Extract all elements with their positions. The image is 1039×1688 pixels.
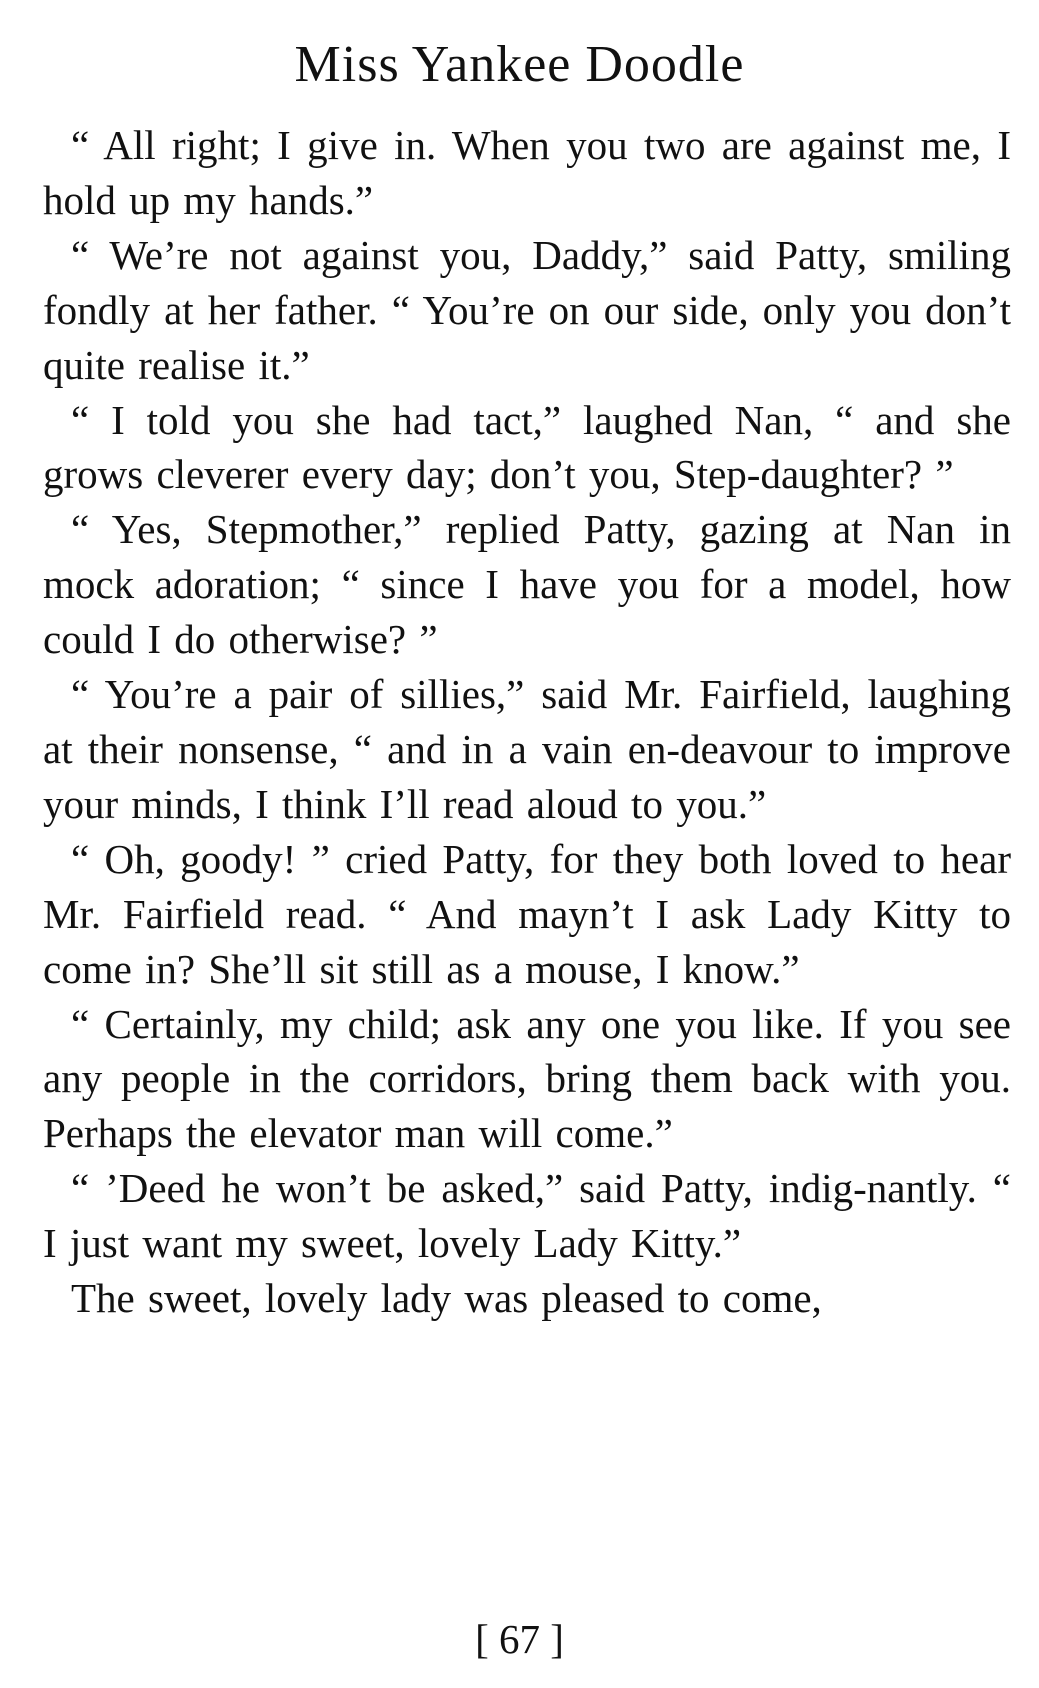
paragraph: “ We’re not against you, Daddy,” said Patty, smiling fondly at her father. “ You’re on our side, only you don’t quite realise it.” [43,231,1011,388]
paragraph: “ Oh, goody! ” cried Patty, for they both loved to hear Mr. Fairfield read. “ And mayn’t I ask Lady Kitty to come in? She’ll sit still as a mouse, I know.” [43,835,1011,992]
paragraph: “ I told you she had tact,” laughed Nan, “ and she grows cleverer every day; don’t you, Step-daughter? ” [43,396,1011,498]
paragraph: “ Certainly, my child; ask any one you like. If you see any people in the corridors, bring them back with you. Perhaps the elevator man will come.” [43,1000,1011,1157]
page-number: [ 67 ] [475,1616,564,1662]
running-head: Miss Yankee Doodle [294,36,745,93]
paragraph: “ You’re a pair of sillies,” said Mr. Fairfield, laughing at their nonsense, “ and in a vain en-deavour to improve your minds, I think I’ll read aloud to you.” [43,671,1011,827]
body-text [43,118,1011,1326]
paragraph: The sweet, lovely lady was pleased to come, [71,1275,822,1322]
paragraph: “ ’Deed he won’t be asked,” said Patty, indig-nantly. “ I just want my sweet, lovely Lady Kitty.” [43,1165,1011,1267]
paragraph: “ Yes, Stepmother,” replied Patty, gazing at Nan in mock adoration; “ since I have you for a model, how could I do otherwise? ” [43,506,1011,663]
paragraph: “ All right; I give in. When you two are against me, I hold up my hands.” [43,122,1011,223]
